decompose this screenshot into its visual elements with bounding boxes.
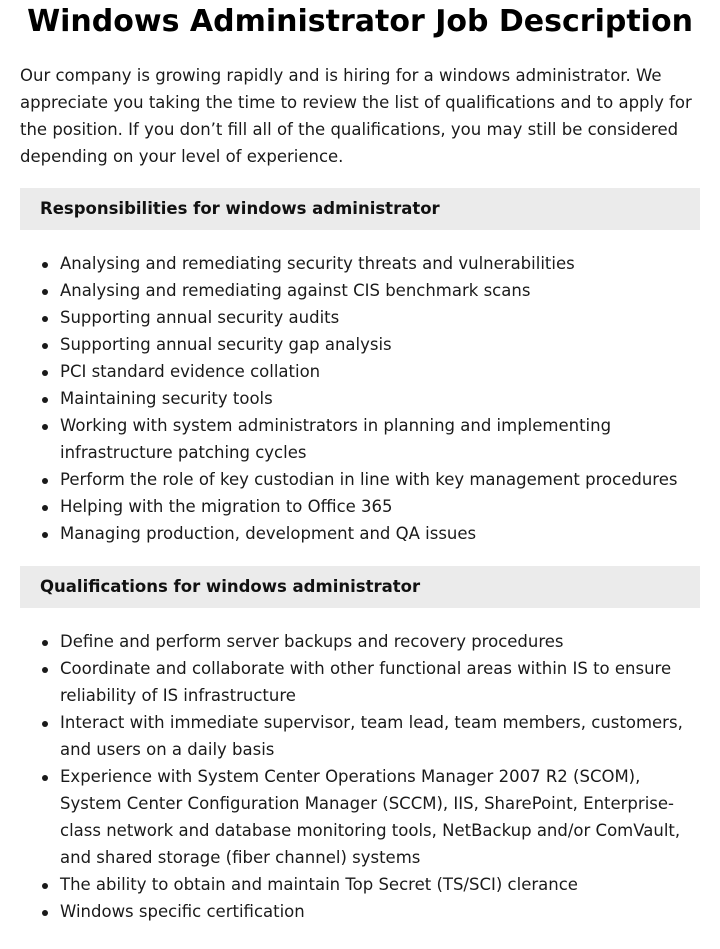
list-item [20,493,700,520]
bullet-icon [42,397,48,403]
list-item-text: Experience with System Center Operations Manager 2007 R2 (SCOM), System Center Configuration Manager (SCCM), IIS, SharePoint, Enterprise-class network and database monitoring tools, NetBackup and/or ComVault, and shared storage (fiber channel) systems [60,767,681,867]
bullet-icon [42,343,48,349]
responsibilities-list [20,250,700,547]
list-item-text: The ability to obtain and maintain Top Secret (TS/SCI) clerance [60,875,578,894]
list-item-text: Perform the role of key custodian in line with key management procedures [60,470,678,489]
bullet-icon [42,532,48,538]
qualifications-list [20,628,700,925]
list-item-text: Define and perform server backups and recovery procedures [60,632,564,651]
list-item-text: Maintaining security tools [60,389,273,408]
list-item [20,250,700,277]
bullet-icon [42,883,48,889]
responsibilities-heading: Responsibilities for windows administrator [20,188,700,230]
list-item [20,277,700,304]
list-item [20,520,700,547]
list-item-text: Helping with the migration to Office 365 [60,497,393,516]
bullet-icon [42,370,48,376]
list-item [20,628,700,655]
list-item [20,763,700,871]
bullet-icon [42,478,48,484]
bullet-icon [42,640,48,646]
list-item [20,385,700,412]
bullet-icon [42,289,48,295]
bullet-icon [42,262,48,268]
list-item-text: Analysing and remediating against CIS benchmark scans [60,281,531,300]
list-item-text: Managing production, development and QA issues [60,524,477,543]
list-item [20,304,700,331]
list-item [20,871,700,898]
intro-paragraph: Our company is growing rapidly and is hiring for a windows administrator. We appreciate you taking the time to review the list of qualifications and to apply for the position. If you don’t fill all of the qualifications, you may still be considered depending on your level of experience. [20,66,692,166]
list-item-text: Coordinate and collaborate with other functional areas within IS to ensure reliability of IS infrastructure [60,659,672,705]
list-item-text: PCI standard evidence collation [60,362,321,381]
list-item-text: Interact with immediate supervisor, team lead, team members, customers, and users on a daily basis [60,713,683,759]
list-item [20,709,700,763]
list-item-text: Supporting annual security audits [60,308,340,327]
list-item-text: Working with system administrators in planning and implementing infrastructure patching cycles [60,416,612,462]
bullet-icon [42,667,48,673]
list-item [20,331,700,358]
list-item [20,466,700,493]
list-item [20,655,700,709]
page-title: Windows Administrator Job Description [27,4,693,39]
bullet-icon [42,775,48,781]
list-item-text: Analysing and remediating security threats and vulnerabilities [60,254,575,273]
bullet-icon [42,505,48,511]
list-item-text: Windows specific certification [60,902,305,921]
bullet-icon [42,721,48,727]
qualifications-heading: Qualifications for windows administrator [20,566,700,608]
list-item-text: Supporting annual security gap analysis [60,335,392,354]
bullet-icon [42,910,48,916]
list-item [20,358,700,385]
list-item [20,412,700,466]
bullet-icon [42,316,48,322]
list-item [20,898,700,925]
bullet-icon [42,424,48,430]
